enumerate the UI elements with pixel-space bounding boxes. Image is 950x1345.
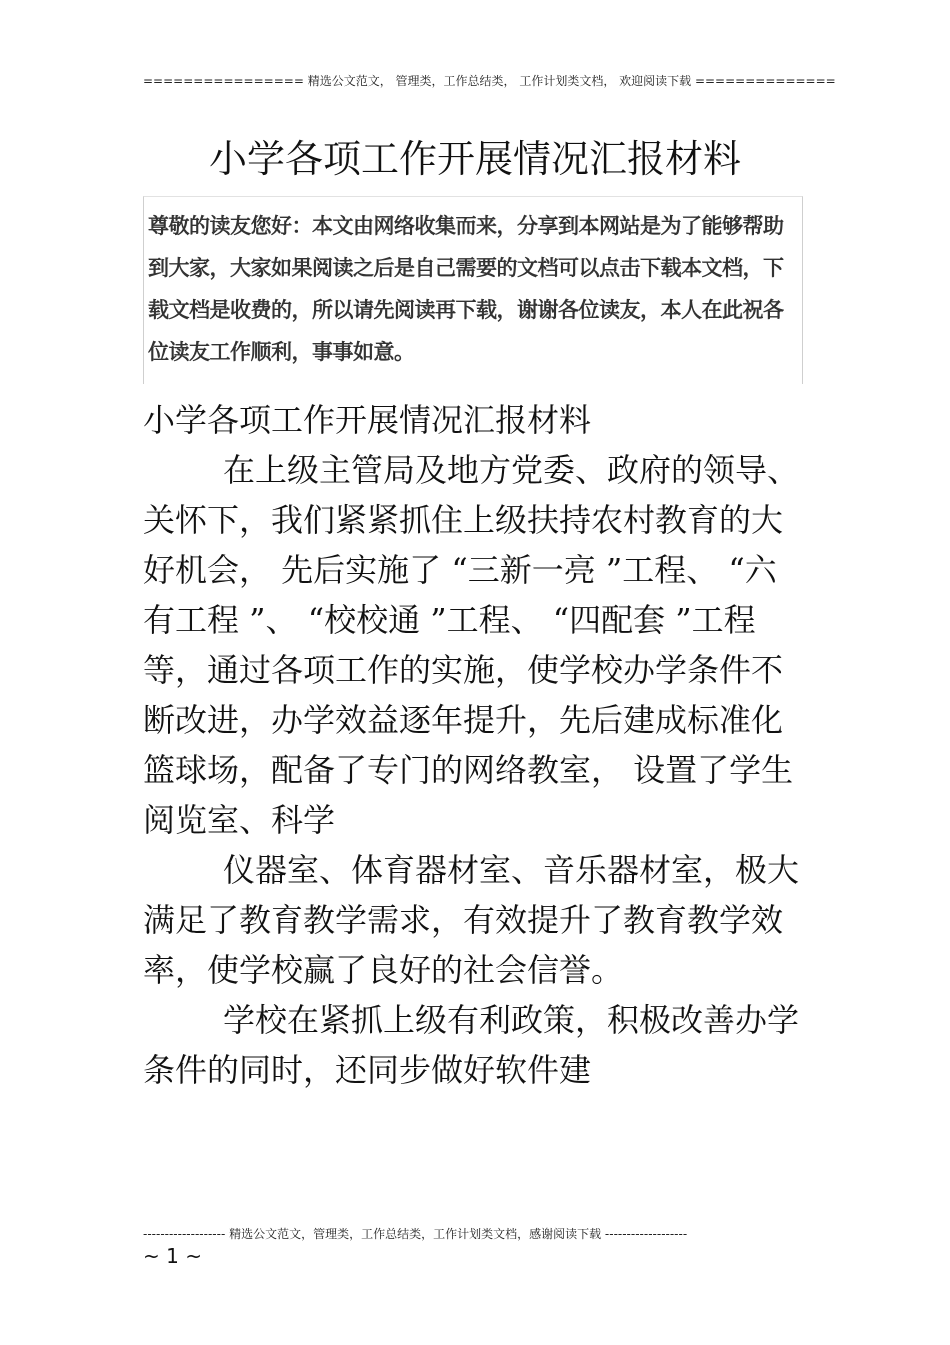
paragraph-3: 学校在紧抓上级有利政策，积极改善办学条件的同时，还同步做好软件建 (143, 1001, 800, 1089)
paragraph-1: 在上级主管局及地方党委、政府的领导、关怀下，我们紧紧抓住上级扶持农村教育的大好机会， 先后实施了 “三新一亮 ”工程、 “六有工程 ”、 “校校通 ”工程、 “四配套 ”工程等，通过各项工作的实施，使学校办学条件不断改进，办学效益逐年提升，先后建成标准化篮球场，配备了专门的网络教室， 设置了学生阅览室、科学 (143, 451, 800, 839)
body-heading: 小学各项工作开展情况汇报材料 (143, 401, 592, 439)
document-title: 小学各项工作开展情况汇报材料 (208, 137, 741, 181)
page-number: ~ 1 ~ (143, 1244, 202, 1268)
reader-notice: 尊敬的读友您好：本文由网络收集而来，分享到本网站是为了能够帮助到大家，大家如果阅读之后是自己需要的文档可以点击下载本文档，下载文档是收费的，所以请先阅读再下载，谢谢各位读友，本人在此祝各位读友工作顺利，事事如意。 (143, 196, 803, 384)
paragraph-2: 仪器室、体育器材室、音乐器材室，极大满足了教育教学需求，有效提升了教育教学效率，使学校赢了良好的社会信誉。 (143, 851, 800, 989)
document-body (143, 395, 808, 1095)
page-header: ================ 精选公文范文， 管理类，工作总结类， 工作计划类文档， 欢迎阅读下载 ============== (143, 74, 836, 88)
page-footer: ------------------- 精选公文范文，管理类，工作总结类，工作计划类文档，感谢阅读下载 ------------------- (143, 1227, 688, 1241)
